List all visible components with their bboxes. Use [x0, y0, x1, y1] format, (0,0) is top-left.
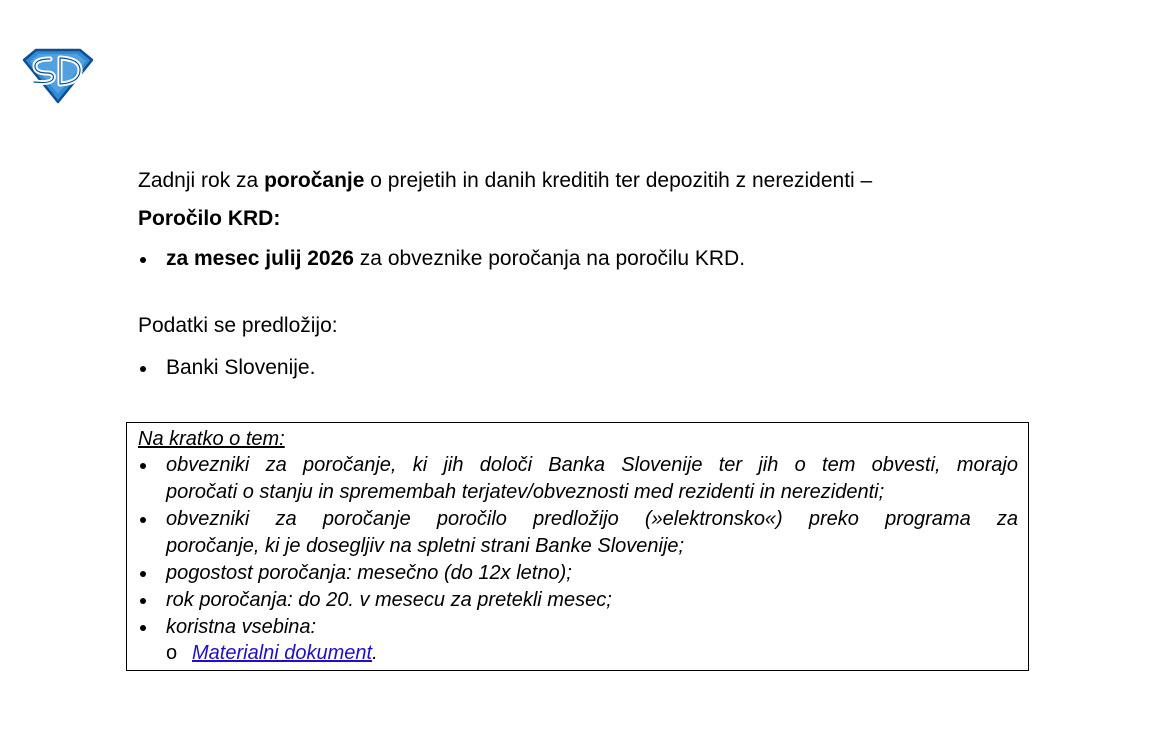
- bullet-dot-icon: [140, 517, 146, 523]
- main-content: [138, 162, 1021, 383]
- recipient-text: Banki Slovenije.: [166, 356, 316, 379]
- bullet-dot-icon: [140, 598, 146, 604]
- recipient-bullet: [138, 353, 1021, 383]
- deadline-bold: za mesec julij 2026: [166, 247, 354, 270]
- deadline-bullet: [138, 244, 1021, 274]
- summary-item-line: rok poročanja: do 20. v mesecu za pretekli mesec;: [166, 589, 612, 611]
- sub-bullet-marker: o: [166, 642, 178, 664]
- summary-item-line: obvezniki za poročanje poročilo predložijo (»elektronsko«) preko programa za: [166, 508, 1018, 530]
- summary-box-title: Na kratko o tem:: [138, 428, 285, 450]
- summary-item-line: poročanje, ki je dosegljiv na spletni strani Banke Slovenije;: [166, 535, 685, 557]
- summary-item: [138, 587, 1018, 614]
- bullet-dot-icon: [140, 257, 146, 263]
- bullet-dot-icon: [140, 366, 146, 372]
- sd-shield-logo: [20, 46, 96, 104]
- bullet-dot-icon: [140, 625, 146, 631]
- summary-item-line: poročati o stanju in spremembah terjatev/obveznosti med rezidenti in nerezidenti;: [166, 481, 885, 503]
- summary-item: [138, 452, 1018, 506]
- summary-item-line: obvezniki za poročanje, ki jih določi Banka Slovenije ter jih o tem obvesti, morajo: [166, 454, 1018, 476]
- intro-paragraph: [138, 162, 1021, 238]
- intro-bold-krd: Poročilo KRD:: [138, 207, 281, 230]
- link-suffix: .: [372, 642, 378, 664]
- podatki-label: Podatki se predložijo:: [138, 314, 338, 337]
- bullet-dot-icon: [140, 571, 146, 577]
- summary-item: [138, 560, 1018, 587]
- intro-text-1: Zadnji rok za: [138, 169, 265, 192]
- summary-box: [126, 422, 1029, 671]
- intro-text-2: o prejetih in danih kreditih ter depozitih z nerezidenti –: [364, 169, 873, 192]
- summary-sub-item: [138, 641, 1018, 666]
- bullet-dot-icon: [140, 463, 146, 469]
- summary-item: [138, 614, 1018, 641]
- intro-bold-porocanje: poročanje: [264, 169, 365, 192]
- summary-item-line: pogostost poročanja: mesečno (do 12x letno);: [166, 562, 572, 584]
- summary-item-line: koristna vsebina:: [166, 616, 317, 638]
- deadline-text: za obveznike poročanja na poročilu KRD.: [353, 247, 746, 270]
- materialni-dokument-link[interactable]: Materialni dokument: [192, 642, 373, 664]
- summary-item: [138, 506, 1018, 560]
